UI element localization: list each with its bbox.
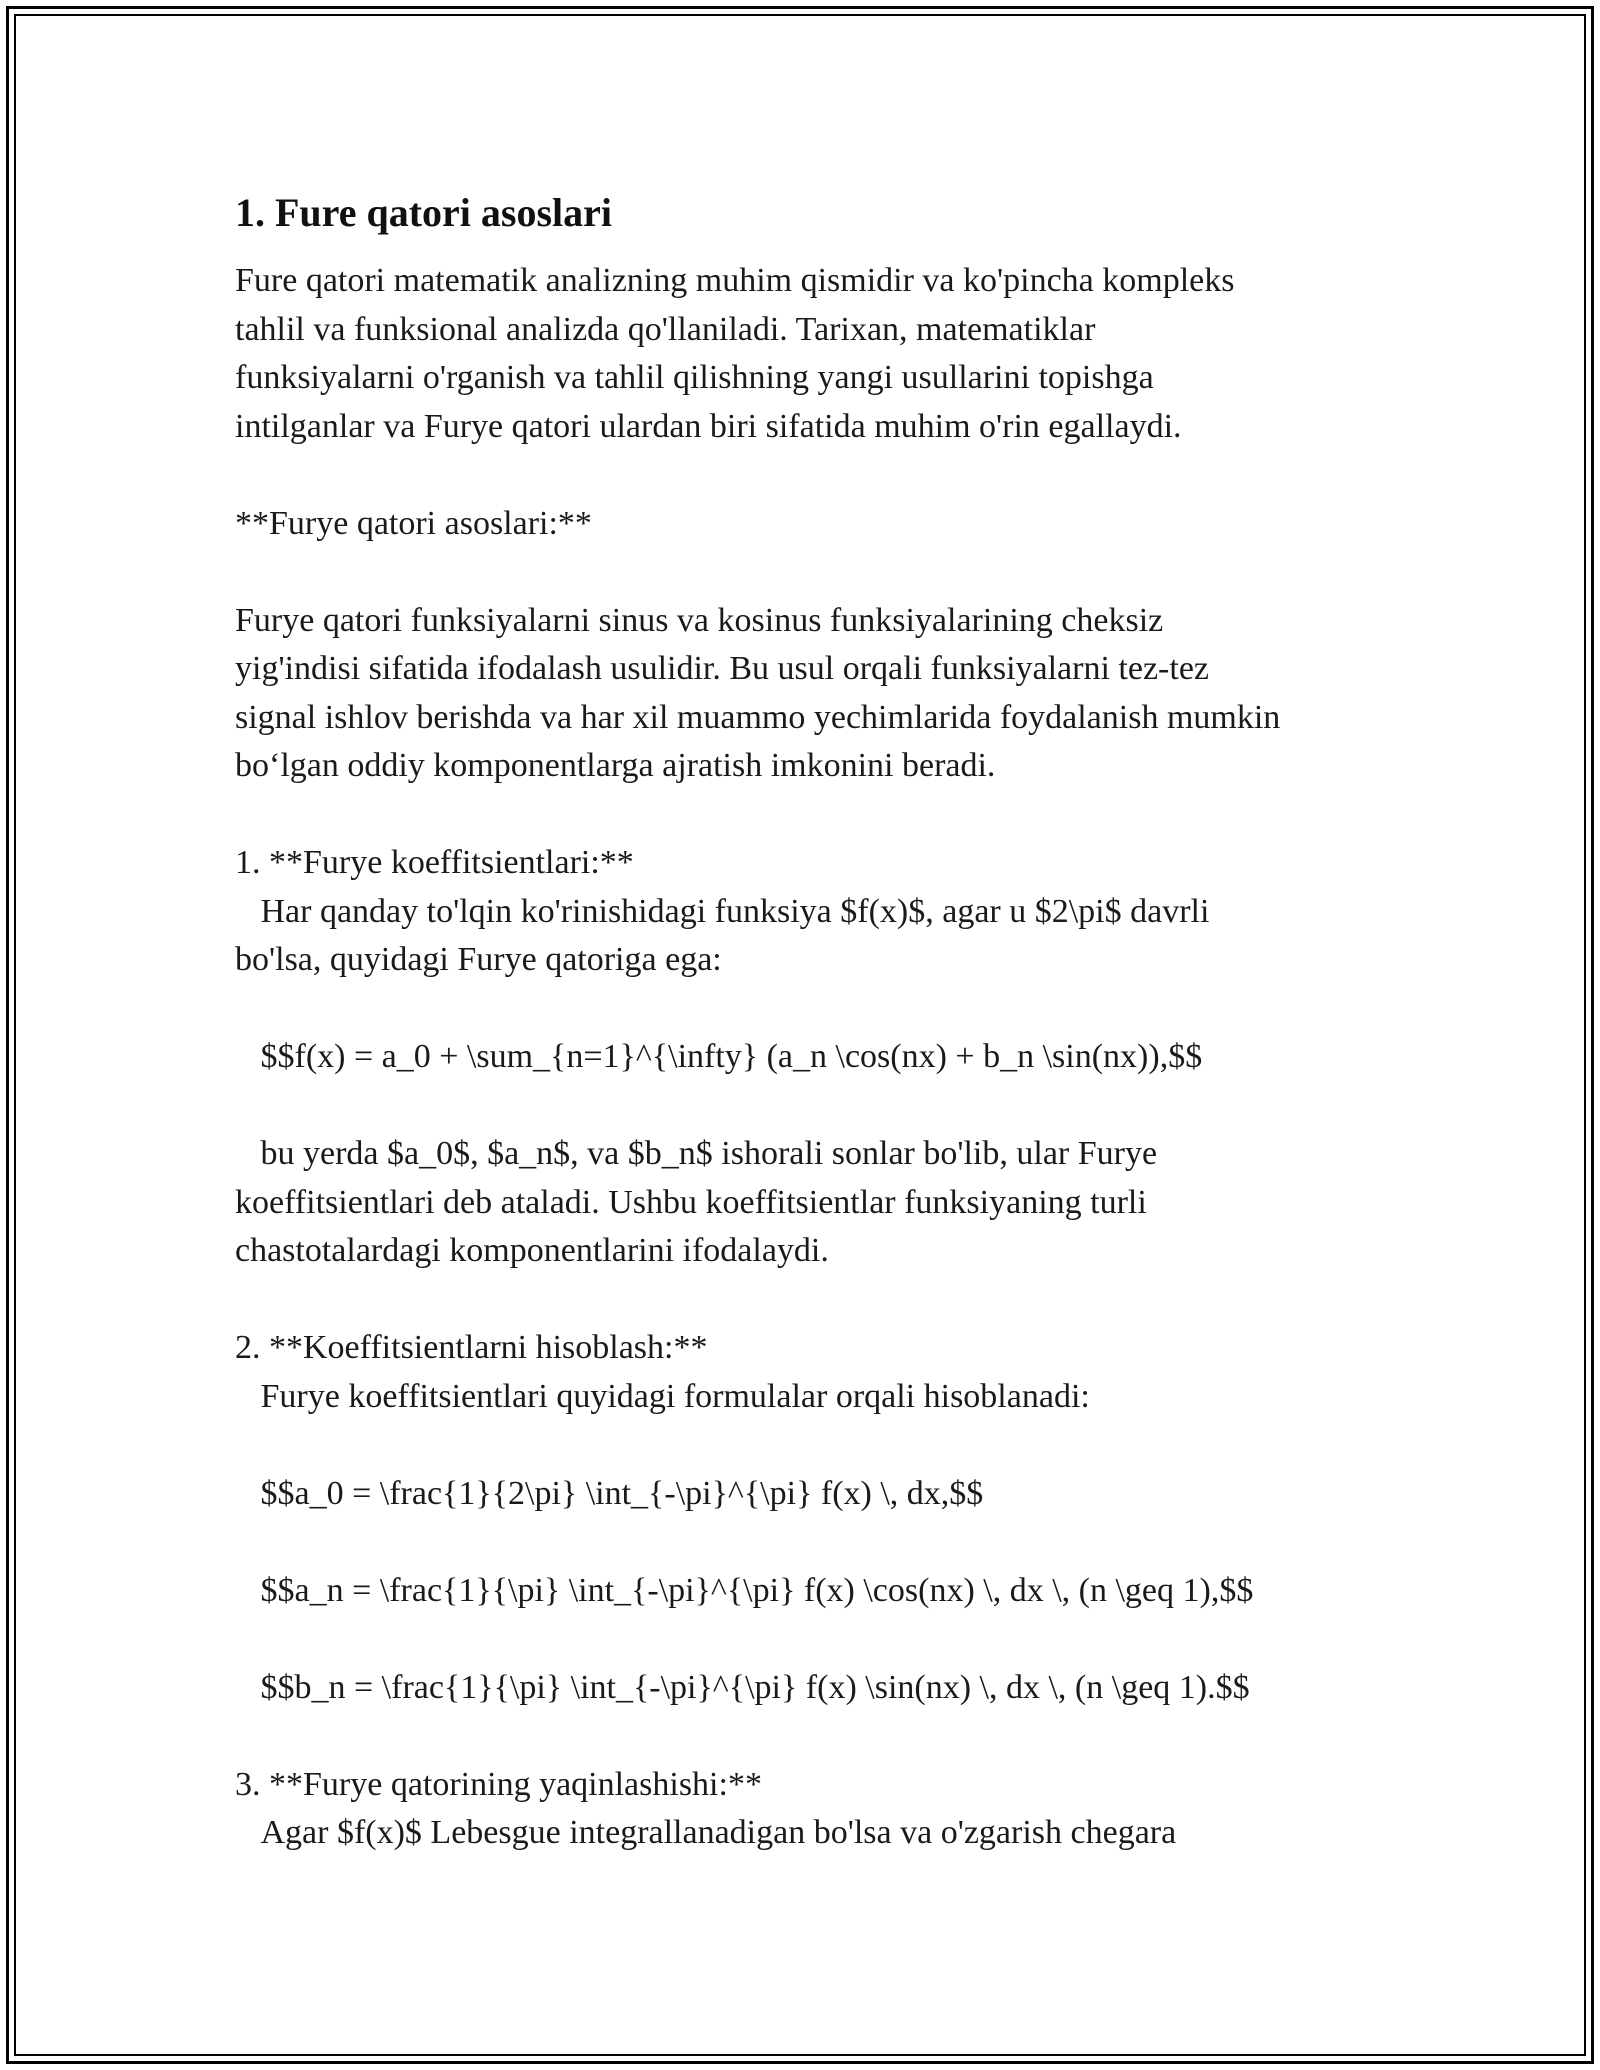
spacer: [235, 451, 1375, 500]
section-2-text: Furye koeffitsientlari quyidagi formulalar orqali hisoblanadi:: [235, 1377, 1090, 1415]
spacer: [235, 1421, 1375, 1470]
spacer: [235, 791, 1375, 840]
definition-paragraph: Furye qatori funksiyalarni sinus va kosinus funksiyalarining cheksiz yig'indisi sifatida ifodalash usulidir. Bu usul orqali funksiyalarni tez-tez signal ishlov berishda va har xil muammo yechimlarida foydalanish mumkin bo‘lgan oddiy komponentlarga ajratish imkonini beradi.: [235, 601, 1281, 784]
formula-a0: $$a_0 = \frac{1}{2\pi} \int_{-\pi}^{\pi} f(x) \, dx,$$: [235, 1474, 984, 1512]
fourier-series-formula: $$f(x) = a_0 + \sum_{n=1}^{\infty} (a_n \cos(nx) + b_n \sin(nx)),$$: [235, 1038, 1203, 1075]
spacer: [235, 1518, 1375, 1567]
formula-bn: $$b_n = \frac{1}{\pi} \int_{-\pi}^{\pi} f(x) \sin(nx) \, dx \, (n \geq 1).$$: [235, 1668, 1250, 1706]
spacer: [235, 1276, 1375, 1325]
spacer: [235, 1615, 1375, 1664]
subheading-text: **Furye qatori asoslari:**: [235, 504, 592, 542]
section-1-note: bu yerda $a_0$, $a_n$, va $b_n$ ishorali sonlar bo'lib, ular Furye koeffitsientlari deb ataladi. Ushbu koeffitsientlar funksiyaning turli chastotalardagi komponentlarini ifodalaydi.: [235, 1135, 1158, 1269]
spacer: [235, 1712, 1375, 1761]
document-heading: 1. Fure qatori asoslari: [235, 190, 613, 235]
section-2-title: 2. **Koeffitsientlarni hisoblash:**: [235, 1329, 708, 1366]
formula-an: $$a_n = \frac{1}{\pi} \int_{-\pi}^{\pi} f(x) \cos(nx) \, dx \, (n \geq 1),$$: [235, 1571, 1254, 1609]
section-1-title: 1. **Furye koeffitsientlari:**: [235, 844, 634, 881]
section-3-title: 3. **Furye qatorining yaqinlashishi:**: [235, 1765, 762, 1803]
spacer: [235, 985, 1375, 1034]
intro-paragraph: Fure qatori matematik analizning muhim qismidir va ko'pincha kompleks tahlil va funksional analizda qo'llaniladi. Tarixan, matematiklar funksiyalarni o'rganish va tahlil qilishning yangi usullarini topishga intilganlar va Furye qatori ulardan biri sifatida muhim o'rin egallaydi.: [235, 262, 1235, 445]
spacer: [235, 1082, 1375, 1131]
section-1-text: Har qanday to'lqin ko'rinishidagi funksiya $f(x)$, agar u $2\pi$ davrli bo'lsa, quyidagi Furye qatoriga ega:: [235, 892, 1210, 978]
section-3-text: Agar $f(x)$ Lebesgue integrallanadigan bo'lsa va o'zgarish chegara: [235, 1814, 1177, 1851]
document-body: [235, 185, 1375, 1858]
spacer: [235, 548, 1375, 597]
